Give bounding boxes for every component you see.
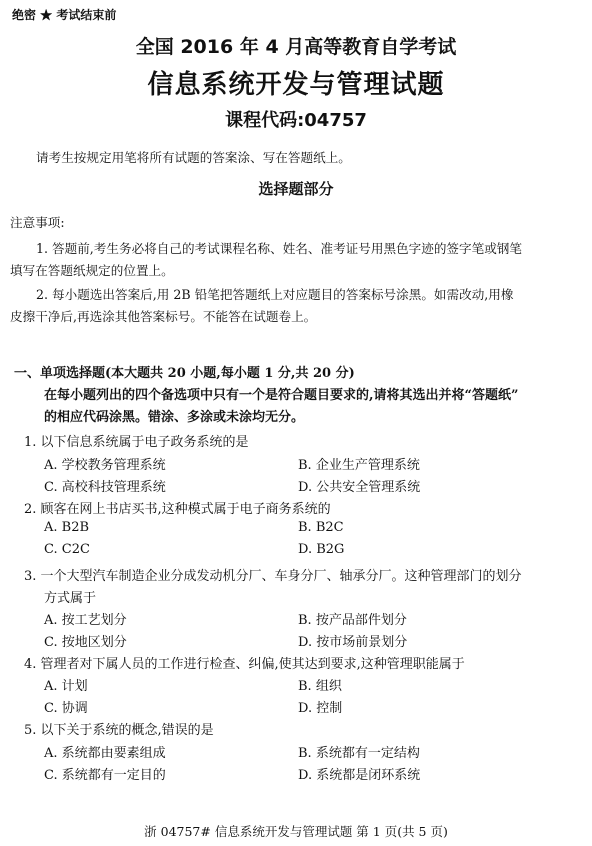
note-1-line-2: 填写在答题纸规定的位置上。 xyxy=(10,263,174,278)
part1-heading: 一、单项选择题(本大题共 20 小题,每小题 1 分,共 20 分) xyxy=(14,366,355,381)
note-2-line-1: 2. 每小题选出答案后,用 2B 铅笔把答题纸上对应题目的答案标号涂黑。如需改动,用橡 xyxy=(36,287,514,302)
question-4-stem: 4. 管理者对下属人员的工作进行检查、纠偏,使其达到要求,这种管理职能属于 xyxy=(24,657,465,672)
question-5-option-d: D. 系统都是闭环系统 xyxy=(298,768,421,783)
question-5-option-b: B. 系统都有一定结构 xyxy=(298,746,420,761)
part1-desc-line-2: 的相应代码涂黑。错涂、多涂或未涂均无分。 xyxy=(44,410,305,425)
question-3-option-d: D. 按市场前景划分 xyxy=(298,635,408,650)
question-1-option-a: A. 学校教务管理系统 xyxy=(44,458,166,473)
question-2-option-d: D. B2G xyxy=(298,542,345,557)
question-3-option-c: C. 按地区划分 xyxy=(44,635,127,650)
question-4-option-c: C. 协调 xyxy=(44,701,88,716)
question-2-option-c: C. C2C xyxy=(44,542,90,557)
question-5-option-c: C. 系统都有一定目的 xyxy=(44,768,166,783)
course-code: 课程代码:04757 xyxy=(225,110,367,131)
note-1-line-1: 1. 答题前,考生务必将自己的考试课程名称、姓名、准考证号用黑色字迹的签字笔或钢笔 xyxy=(36,241,522,256)
question-3-stem: 3. 一个大型汽车制造企业分成发动机分厂、车身分厂、轴承分厂。这种管理部门的划分 xyxy=(24,569,522,584)
question-1-option-d: D. 公共安全管理系统 xyxy=(298,480,421,495)
question-3-option-a: A. 按工艺划分 xyxy=(44,613,127,628)
question-4-option-b: B. 组织 xyxy=(298,679,342,694)
question-5-option-a: A. 系统都由要素组成 xyxy=(44,746,166,761)
question-4-option-a: A. 计划 xyxy=(44,679,88,694)
question-1-stem: 1. 以下信息系统属于电子政务系统的是 xyxy=(24,435,249,450)
part1-desc-line-1: 在每小题列出的四个备选项中只有一个是符合题目要求的,请将其选出并将“答题纸” xyxy=(44,388,519,403)
confidential-mark: 绝密 ★ 考试结束前 xyxy=(12,8,117,22)
section-title: 选择题部分 xyxy=(258,180,334,198)
paper-title: 信息系统开发与管理试题 xyxy=(147,70,445,100)
question-5-stem: 5. 以下关于系统的概念,错误的是 xyxy=(24,723,214,738)
exam-title: 全国 2016 年 4 月高等教育自学考试 xyxy=(135,36,457,58)
notes-heading: 注意事项: xyxy=(10,215,65,230)
question-4-option-d: D. 控制 xyxy=(298,701,343,716)
question-1-option-b: B. 企业生产管理系统 xyxy=(298,458,420,473)
note-2-line-2: 皮擦干净后,再选涂其他答案标号。不能答在试题卷上。 xyxy=(10,309,317,324)
question-3-stem-line-2: 方式属于 xyxy=(44,591,97,606)
question-1-option-c: C. 高校科技管理系统 xyxy=(44,480,166,495)
question-2-stem: 2. 顾客在网上书店买书,这种模式属于电子商务系统的 xyxy=(24,502,331,517)
instruction: 请考生按规定用笔将所有试题的答案涂、写在答题纸上。 xyxy=(36,150,351,165)
question-2-option-b: B. B2C xyxy=(298,520,344,535)
question-2-option-a: A. B2B xyxy=(44,520,90,535)
page-footer: 浙 04757# 信息系统开发与管理试题 第 1 页(共 5 页) xyxy=(144,824,448,839)
question-3-option-b: B. 按产品部件划分 xyxy=(298,613,407,628)
